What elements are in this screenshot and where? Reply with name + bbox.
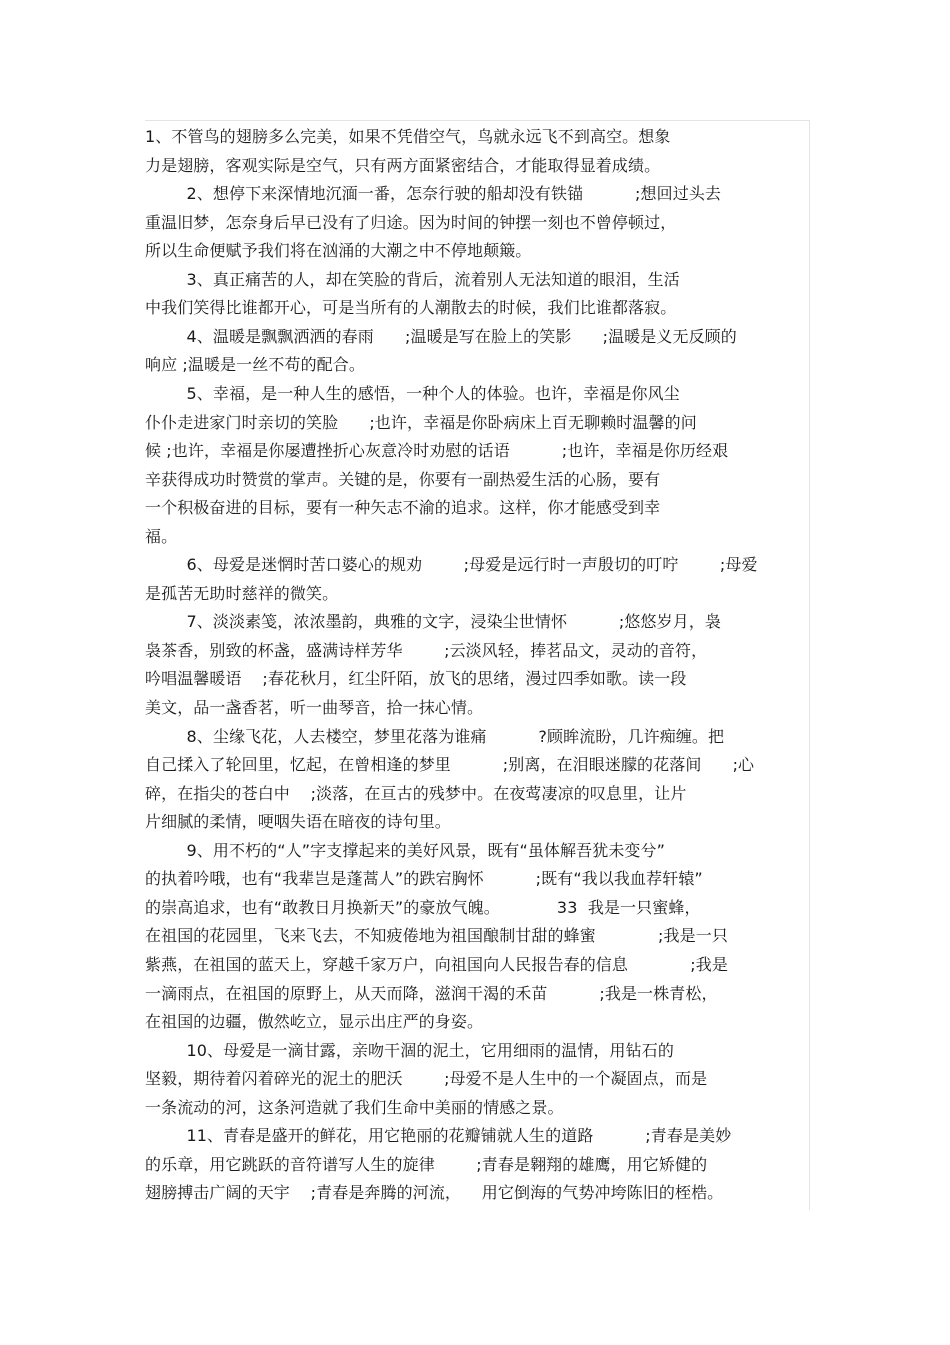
text-line: 候 ;也许，幸福是你屡遭挫折心灰意冷时劝慰的话语 ;也许，幸福是你历经艰 <box>145 441 729 461</box>
text-line: 辛获得成功时赞赏的掌声。关键的是，你要有一副热爱生活的心肠，要有 <box>145 469 661 489</box>
text-line: 一滴雨点，在祖国的原野上，从天而降，滋润干渴的禾苗 ;我是一株青松， <box>145 983 718 1003</box>
text-line: 10、母爱是一滴甘露，亲吻干涸的泥土，它用细雨的温情，用钻石的 <box>145 1040 674 1060</box>
text-line: 重温旧梦，怎奈身后早已没有了归途。因为时间的钟摆一刻也不曾停顿过， <box>145 212 677 232</box>
text-line: 片细腻的柔情，哽咽失语在暗夜的诗句里。 <box>145 812 451 832</box>
text-line: 仆仆走进家门时亲切的笑脸 ;也许，幸福是你卧病床上百无聊赖时温馨的问 <box>145 412 697 432</box>
text-line: 一条流动的河，这条河造就了我们生命中美丽的情感之景。 <box>145 1097 564 1117</box>
text-line: 的执着吟哦，也有“我辈岂是蓬蒿人”的跌宕胸怀 ;既有“我以我血荐轩辕” <box>145 869 703 889</box>
text-line: 5、幸福，是一种人生的感悟，一种个人的体验。也许，幸福是你风尘 <box>145 383 680 403</box>
text-line: 2、想停下来深情地沉湎一番，怎奈行驶的船却没有铁锚 ;想回过头去 <box>145 184 722 204</box>
text-line: 力是翅膀，客观实际是空气，只有两方面紧密结合，才能取得显着成绩。 <box>145 155 661 175</box>
text-line: 的乐章，用它跳跃的音符谱写人生的旋律 ;青春是翱翔的雄鹰，用它矫健的 <box>145 1154 708 1174</box>
text-line: 美文，品一盏香茗，听一曲琴音，拾一抹心情。 <box>145 698 484 717</box>
text-line: 坚毅，期待着闪着碎光的泥土的肥沃 ;母爱不是人生中的一个凝固点，而是 <box>145 1069 708 1089</box>
text-line: 福。 <box>145 526 178 546</box>
text-line: 在祖国的花园里，飞来飞去，不知疲倦地为祖国酿制甘甜的蜂蜜 ;我是一只 <box>145 926 728 946</box>
text-line: 翅膀搏击广阔的天宇 ;青春是奔腾的河流， 用它倒海的气势冲垮陈旧的桎梏。 <box>145 1183 724 1203</box>
text-line: 6、母爱是迷惘时苦口婆心的规劝 ;母爱是远行时一声殷切的叮咛 ;母爱 <box>145 555 758 575</box>
text-line: 碎，在指尖的苍白中 ;淡落，在亘古的残梦中。在夜莺凄凉的叹息里，让片 <box>145 783 687 803</box>
text-line: 是孤苦无助时慈祥的微笑。 <box>145 583 339 603</box>
text-line: 11、青春是盛开的鲜花，用它艳丽的花瓣铺就人生的道路 ;青春是美妙 <box>145 1126 732 1146</box>
text-line: 中我们笑得比谁都开心，可是当所有的人潮散去的时候，我们比谁都落寂。 <box>145 298 677 318</box>
text-line: 4、温暖是飘飘洒洒的春雨 ;温暖是写在脸上的笑影 ;温暖是义无反顾的 <box>145 326 737 346</box>
text-line: 响应 ;温暖是一丝不苟的配合。 <box>145 355 365 375</box>
text-line: 1、不管鸟的翅膀多么完美，如果不凭借空气，鸟就永远飞不到高空。想象 <box>145 127 671 146</box>
text-line: 所以生命便赋予我们将在汹涌的大潮之中不停地颠簸。 <box>145 241 532 261</box>
text-line: 紫燕，在祖国的蓝天上，穿越千家万户，向祖国向人民报告春的信息 ;我是 <box>145 954 728 974</box>
text-block <box>145 120 810 1210</box>
text-line: 在祖国的边疆，傲然屹立，显示出庄严的身姿。 <box>145 1012 484 1032</box>
text-line: 一个积极奋进的目标，要有一种矢志不渝的追求。这样，你才能感受到幸 <box>145 498 661 518</box>
text-line: 7、淡淡素笺，浓浓墨韵，典雅的文字，浸染尘世情怀 ;悠悠岁月，袅 <box>145 612 722 632</box>
text-line: 袅茶香，别致的杯盏，盛满诗样芳华 ;云淡风轻，捧茗品文，灵动的音符， <box>145 640 708 660</box>
text-line: 的崇高追求，也有“敢教日月换新天”的豪放气魄。 33 我是一只蜜蜂， <box>145 897 701 917</box>
text-line: 3、真正痛苦的人，却在笑脸的背后，流着别人无法知道的眼泪，生活 <box>145 269 680 289</box>
text-line: 9、用不朽的“人”字支撑起来的美好风景，既有“虽体解吾犹未变兮” <box>145 840 666 860</box>
text-line: 自己揉入了轮回里，忆起，在曾相逢的梦里 ;别离，在泪眼迷朦的花落间 ;心 <box>145 755 755 775</box>
text-line: 吟唱温馨暖语 ;春花秋月，红尘阡陌，放飞的思绪，漫过四季如歌。读一段 <box>145 669 687 689</box>
text-line: 8、尘缘飞花，人去楼空，梦里花落为谁痛 ?顾眸流盼，几许痴缠。把 <box>145 726 725 746</box>
